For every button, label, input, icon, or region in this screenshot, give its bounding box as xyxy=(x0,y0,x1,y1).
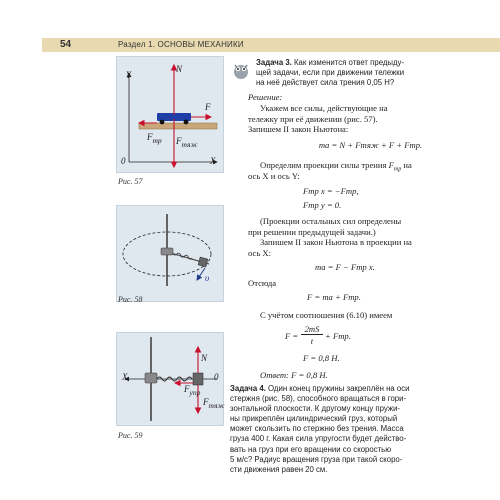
task3-para2-cont: ось X и ось Y: xyxy=(248,171,300,181)
figure-58-diagram xyxy=(117,206,223,301)
solution-label: Решение: xyxy=(248,92,283,102)
equation-result: F = 0,8 Н. xyxy=(303,353,340,363)
load-cylinder xyxy=(198,257,208,267)
table-surface xyxy=(139,123,217,129)
task3-para2: Определим проекции силы трения $F_{тр}$ на xyxy=(260,160,412,173)
figure-59-panel xyxy=(116,332,224,426)
fig59-Fupr-label: $F_{упр}$ xyxy=(184,384,201,397)
equation-F-numerator: 2mS xyxy=(301,324,323,335)
fig58-caption: Рис. 58 xyxy=(118,295,143,304)
figure-58-panel xyxy=(116,205,224,302)
fig59-caption: Рис. 59 xyxy=(118,431,143,440)
axle-hub xyxy=(145,373,157,383)
equation-proj-x: Fтр x = −Fтр, xyxy=(303,186,359,196)
section-title: Раздел 1. ОСНОВЫ МЕХАНИКИ xyxy=(118,40,244,49)
fig57-Ftyazh-label: $F_{тяж}$ xyxy=(176,136,198,149)
figure-59-diagram xyxy=(117,333,223,425)
task3-para1: Укажем все силы, действующие на тележку при её движении (рис. 57). Запишем II закон Ньютона: xyxy=(248,103,388,135)
figure-57-diagram xyxy=(117,57,223,172)
equation-F-rhs: + Fтр. xyxy=(325,331,351,341)
owl-icon xyxy=(231,60,251,80)
fig57-F-label: F xyxy=(205,102,211,112)
fig57-y-label: Y xyxy=(126,70,132,80)
task4-statement: Задача 4. Один конец пружины закреплён на оси стержня (рис. 58), способного вращаться в гори- зонтальной плоскости. К другому концу пружи- ны прикреплён цилиндрический груз, который может скользить по стержню без трения. Масса груза 400 г. Какая сила упругости будет действо- вать на груз при его вращении со скоростью 5 м/с? Радиус вращения груза при такой скоро- сти движения равен 20 см. xyxy=(230,384,410,474)
task3-para4: С учётом соотношения (6.10) имеем xyxy=(260,310,393,320)
task3-para3: (Проекции остальных сил определены при решении предыдущей задачи.) Запишем II закон Ньютона в проекции на ось X: xyxy=(248,216,412,258)
fig59-N-label: N xyxy=(201,353,208,363)
answer-label: Ответ: xyxy=(260,370,289,380)
fig57-origin-label: 0 xyxy=(121,156,126,166)
task3-statement: Задача 3. Как изменится ответ предыду- щей задачи, если при движении тележки на неё действует сила трения 0,05 Н? xyxy=(256,58,405,87)
fig59-Ftyazh-label: $F_{тяж}$ xyxy=(203,397,225,410)
fig57-caption: Рис. 57 xyxy=(118,177,143,186)
fig58-v-label: υ xyxy=(205,273,210,283)
equation-newton: ma = N + Fтяж + F + Fтр. xyxy=(318,140,423,150)
cart-wheel xyxy=(160,120,165,125)
fig59-x-label: X xyxy=(122,372,128,382)
task3-title: Задача 3. xyxy=(256,58,292,67)
answer xyxy=(260,370,328,381)
header-band xyxy=(42,38,500,52)
equation-F: F = ma + Fтр. xyxy=(307,292,361,302)
equation-proj-y: Fтр y = 0. xyxy=(303,200,342,210)
fig57-N-label: N xyxy=(176,64,183,74)
axle-hub xyxy=(161,248,173,255)
whence-label: Отсюда xyxy=(248,278,277,288)
cart-wheel xyxy=(184,120,189,125)
fig59-origin-label: 0 xyxy=(214,372,219,382)
equation-x-projection: ma = F − Fтр x. xyxy=(315,262,375,272)
fig57-x-label: X xyxy=(210,156,216,166)
answer-value: F = 0,8 Н. xyxy=(291,370,328,380)
equation-F-lhs: F = xyxy=(285,331,299,341)
page-number: 54 xyxy=(60,39,72,50)
task4-title: Задача 4. xyxy=(230,384,266,393)
equation-F-denominator: t xyxy=(310,336,314,346)
fig57-Ftr-label: $F_{тр}$ xyxy=(147,132,162,145)
figure-57-panel xyxy=(116,56,224,173)
